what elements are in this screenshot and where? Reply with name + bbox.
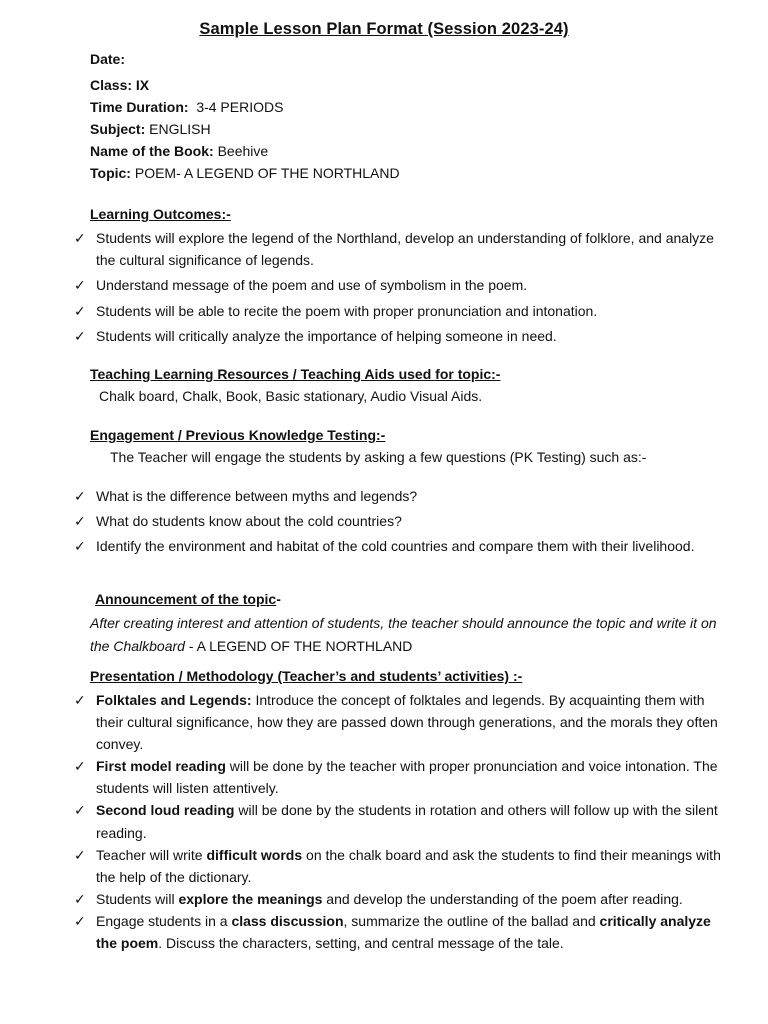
list-item: ✓ Folktales and Legends: Introduce the concept of folktales and legends. By acquainting them with their cultural significance, how they are passed down through generations, and the morals they often convey. bbox=[74, 689, 724, 755]
document-title: Sample Lesson Plan Format (Session 2023-24) bbox=[199, 20, 569, 38]
check-icon: ✓ bbox=[74, 802, 86, 819]
engagement-list bbox=[74, 485, 724, 558]
meta-date: Date: bbox=[90, 51, 126, 67]
check-icon: ✓ bbox=[74, 758, 86, 775]
meta-subject: Subject: ENGLISH bbox=[90, 121, 211, 137]
list-item: ✓ Students will critically analyze the importance of helping someone in need. bbox=[74, 325, 724, 347]
check-icon: ✓ bbox=[74, 846, 86, 863]
meta-topic: Topic: POEM- A LEGEND OF THE NORTHLAND bbox=[90, 165, 400, 181]
check-icon: ✓ bbox=[74, 488, 86, 504]
meta-book: Name of the Book: Beehive bbox=[90, 143, 269, 159]
list-item: ✓ Students will be able to recite the poem with proper pronunciation and intonation. bbox=[74, 300, 724, 322]
list-item: ✓ Students will explore the meanings and develop the understanding of the poem after reading. bbox=[74, 888, 724, 910]
list-item: ✓ What do students know about the cold countries? bbox=[74, 510, 724, 532]
check-icon: ✓ bbox=[74, 538, 86, 555]
announcement-text: After creating interest and attention of students, the teacher should announce the topic and write it on the Chalkboard - A LEGEND OF THE NORTHLAND bbox=[90, 615, 717, 654]
list-item: ✓ Identify the environment and habitat of the cold countries and compare them with their livelihood. bbox=[74, 535, 724, 557]
engagement-heading: Engagement / Previous Knowledge Testing:- bbox=[90, 427, 386, 443]
check-icon: ✓ bbox=[74, 302, 86, 319]
list-item: ✓ What is the difference between myths and legends? bbox=[74, 485, 724, 507]
announcement-heading: Announcement of the topic- bbox=[95, 591, 281, 607]
check-icon: ✓ bbox=[74, 890, 86, 907]
engagement-intro: The Teacher will engage the students by asking a few questions (PK Testing) such as:- bbox=[110, 449, 647, 465]
check-icon: ✓ bbox=[74, 912, 86, 929]
check-icon: ✓ bbox=[74, 277, 86, 294]
meta-duration: Time Duration: 3-4 PERIODS bbox=[90, 99, 284, 115]
learning-outcomes-list bbox=[74, 227, 724, 350]
check-icon: ✓ bbox=[74, 230, 86, 246]
list-item: ✓ First model reading will be done by the teacher with proper pronunciation and voice intonation. The students will listen attentively. bbox=[74, 755, 724, 799]
list-item: ✓ Second loud reading will be done by the students in rotation and others will follow up with the silent reading. bbox=[74, 799, 724, 843]
list-item: ✓ Teacher will write difficult words on the chalk board and ask the students to find their meanings with the help of the dictionary. bbox=[74, 844, 724, 888]
resources-text: Chalk board, Chalk, Book, Basic stationary, Audio Visual Aids. bbox=[99, 388, 483, 404]
check-icon: ✓ bbox=[74, 327, 86, 344]
list-item: ✓ Understand message of the poem and use of symbolism in the poem. bbox=[74, 274, 724, 296]
presentation-heading: Presentation / Methodology (Teacher’s and students’ activities) :- bbox=[90, 668, 523, 684]
learning-outcomes-heading: Learning Outcomes:- bbox=[90, 206, 231, 222]
list-item: ✓ Engage students in a class discussion, summarize the outline of the ballad and critically analyze the poem. Discuss the characters, setting, and central message of the tale. bbox=[74, 910, 724, 954]
check-icon: ✓ bbox=[74, 692, 86, 708]
meta-class: Class: IX bbox=[90, 77, 150, 93]
resources-heading: Teaching Learning Resources / Teaching Aids used for topic:- bbox=[90, 366, 501, 382]
presentation-list bbox=[74, 689, 724, 954]
list-item: ✓ Students will explore the legend of the Northland, develop an understanding of folklore, and analyze the cultural significance of legends. bbox=[74, 227, 724, 271]
check-icon: ✓ bbox=[74, 513, 86, 530]
